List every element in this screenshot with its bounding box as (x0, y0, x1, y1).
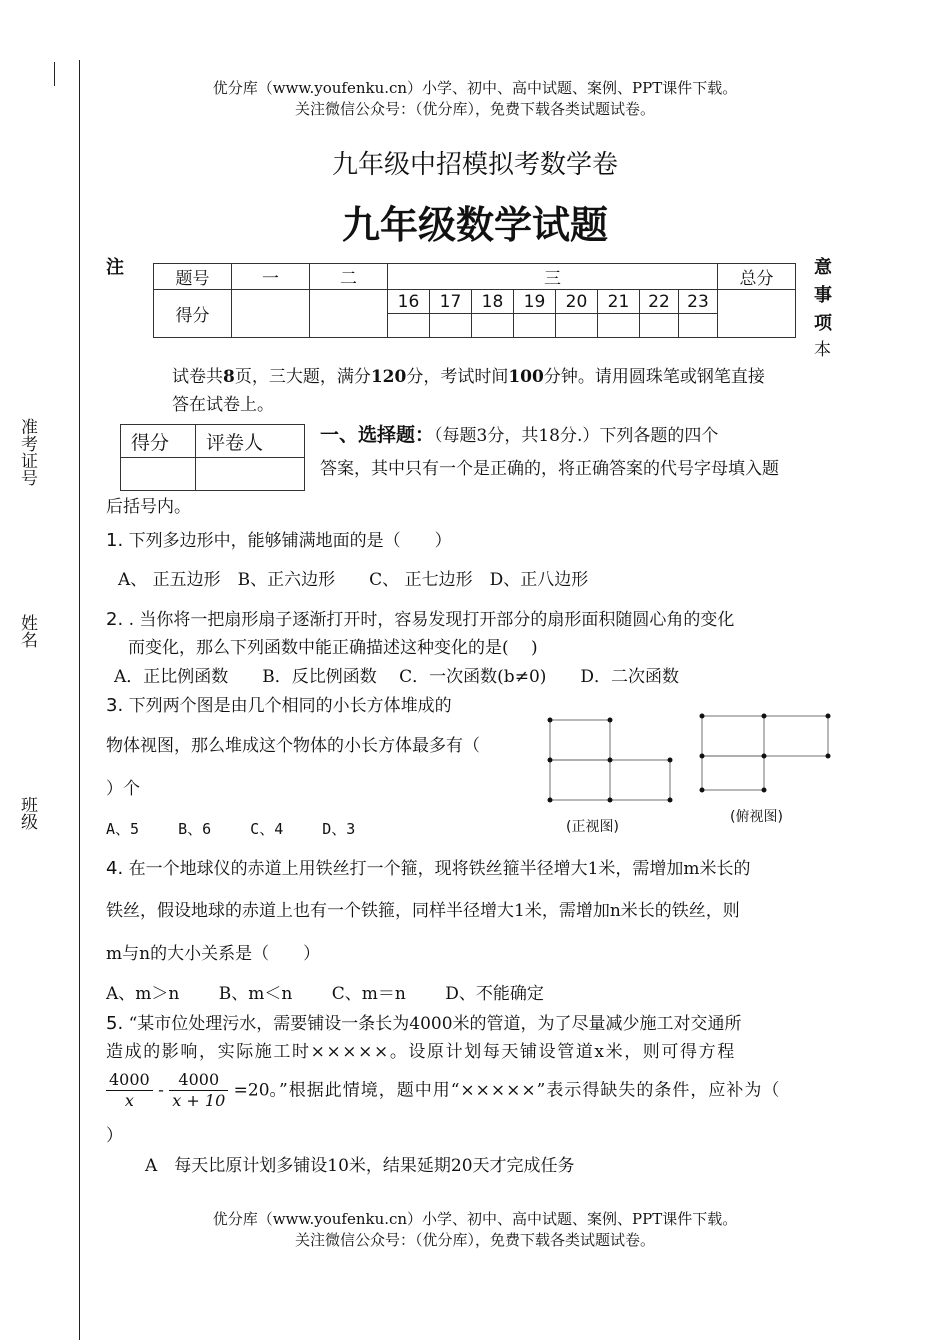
top-view-figure (690, 706, 840, 800)
name-label: 姓名 (17, 614, 37, 648)
header-line-2: 关注微信公众号：（优分库），免费下载各类试题试卷。 (294, 100, 655, 118)
grader-name-label: 评卷人 (196, 425, 305, 458)
note-char-zhu: 注 (106, 257, 124, 278)
sub-score-16 (388, 314, 430, 338)
score-header-1: 一 (232, 264, 310, 290)
q4-stem-1: 4. 在一个地球仪的赤道上用铁丝打一个箍，现将铁丝箍半径增大1米，需增加m米长的 (106, 858, 751, 879)
sub-q-21: 21 (598, 290, 640, 314)
score-row-label: 得分 (154, 290, 232, 338)
q5-stem-4: ） (106, 1126, 123, 1146)
sub-score-20 (556, 314, 598, 338)
score-cell-total (718, 290, 796, 338)
q3-stem-1: 3. 下列两个图是由几个相同的小长方体堆成的 (106, 695, 452, 716)
section1-heading: 一、选择题： (320, 424, 435, 446)
note-char-xiang: 项 (814, 313, 832, 334)
q5-fraction-1: $\frac{4000}{x}$ (106, 1070, 153, 1111)
q2-stem-2: 而变化，那么下列函数中能正确描述这种变化的是( ) (128, 638, 538, 658)
sub-q-17: 17 (430, 290, 472, 314)
q1-stem: 1. 下列多边形中，能够铺满地面的是（ ） (106, 530, 452, 551)
q4-stem-2: 铁丝，假设地球的赤道上也有一个铁箍，同样半径增大1米，需增加n米长的铁丝，则 (106, 901, 740, 921)
note-char-yi: 意 (814, 257, 832, 278)
sub-score-23 (679, 314, 718, 338)
class-label: 班级 (17, 796, 37, 830)
q2-stem-1: 2. . 当你将一把扇形扇子逐渐打开时，容易发现打开部分的扇形面积随圆心角的变化 (106, 609, 735, 630)
q3-stem-2: 物体视图，那么堆成这个物体的小长方体最多有（ (106, 736, 480, 756)
exam-subtitle: 九年级数学试题 (341, 203, 608, 247)
q5-equation-line (106, 1070, 780, 1111)
q4-options: A、m＞n B、m＜n C、m＝n D、不能确定 (106, 984, 544, 1004)
q3-options: A、5 B、6 C、4 D、3 (106, 820, 356, 838)
sub-q-16: 16 (388, 290, 430, 314)
top-view-caption: (俯视图) (730, 809, 783, 825)
exam-title: 九年级中招模拟考数学卷 (331, 150, 618, 180)
q2-options: A．正比例函数 B．反比例函数 C．一次函数(b≠0) D．二次函数 (114, 667, 680, 687)
sub-q-23: 23 (679, 290, 718, 314)
exam-id-label: 准考证号 (17, 418, 37, 486)
q5-stem-2: 造成的影响，实际施工时×××××。设原计划每天铺设管道x米，则可得方程 (106, 1042, 736, 1062)
note-char-shi: 事 (814, 285, 832, 306)
q5-stem-3: 。”根据此情境，题中用“×××××”表示得缺失的条件，应补为（ (269, 1080, 781, 1101)
sub-q-22: 22 (640, 290, 679, 314)
q3-stem-3: ）个 (106, 779, 140, 799)
sub-q-18: 18 (472, 290, 514, 314)
sub-score-21 (598, 314, 640, 338)
section1-line-3: 后括号内。 (106, 497, 191, 517)
q5-option-a: A 每天比原计划多铺设10米，结果延期20天才完成任务 (145, 1156, 575, 1176)
q5-minus: - (158, 1080, 164, 1101)
score-cell-1 (232, 290, 310, 338)
notes-line-2: 答在试卷上。 (172, 395, 274, 415)
section1-line-2: 答案，其中只有一个是正确的，将正确答案的代号字母填入题 (320, 459, 779, 479)
sub-q-19: 19 (514, 290, 556, 314)
front-view-caption: (正视图) (566, 819, 619, 835)
header-line-1: 优分库（www.youfenku.cn）小学、初中、高中试题、案例、PPT课件下载。 (212, 79, 738, 97)
section1-line-1: 一、选择题：（每题3分，共18分.）下列各题的四个 (320, 424, 719, 446)
front-view-figure (540, 710, 680, 810)
footer-line-1: 优分库（www.youfenku.cn）小学、初中、高中试题、案例、PPT课件下载。 (212, 1210, 738, 1228)
score-cell-2 (310, 290, 388, 338)
score-header-total: 总分 (718, 264, 796, 290)
sub-score-22 (640, 314, 679, 338)
binding-line (79, 60, 80, 1340)
grader-score-cell (121, 458, 196, 491)
sub-score-17 (430, 314, 472, 338)
q5-fraction-2: $\frac{4000}{x + 10}$ (169, 1070, 228, 1111)
grader-name-cell (196, 458, 305, 491)
sub-score-18 (472, 314, 514, 338)
note-char-ben: 本 (814, 340, 831, 360)
grader-score-label: 得分 (121, 425, 196, 458)
sub-q-20: 20 (556, 290, 598, 314)
q4-stem-3: m与n的大小关系是（ ） (106, 944, 321, 964)
q5-equals: =20 (233, 1080, 270, 1101)
q1-options: A、 正五边形 B、正六边形 C、 正七边形 D、正八边形 (118, 570, 589, 590)
score-header-question: 题号 (154, 264, 232, 290)
score-table (153, 263, 796, 338)
notes-line-1: 试卷共8页，三大题，满分120分，考试时间100分钟。请用圆珠笔或钢笔直接 (172, 367, 765, 387)
grader-box (120, 424, 305, 491)
footer-line-2: 关注微信公众号：（优分库），免费下载各类试题试卷。 (294, 1231, 655, 1249)
q5-stem-1: 5. “某市位处理污水，需要铺设一条长为4000米的管道，为了尽量减少施工对交通所 (106, 1013, 742, 1034)
sub-score-19 (514, 314, 556, 338)
score-header-2: 二 (310, 264, 388, 290)
score-header-3: 三 (388, 264, 718, 290)
